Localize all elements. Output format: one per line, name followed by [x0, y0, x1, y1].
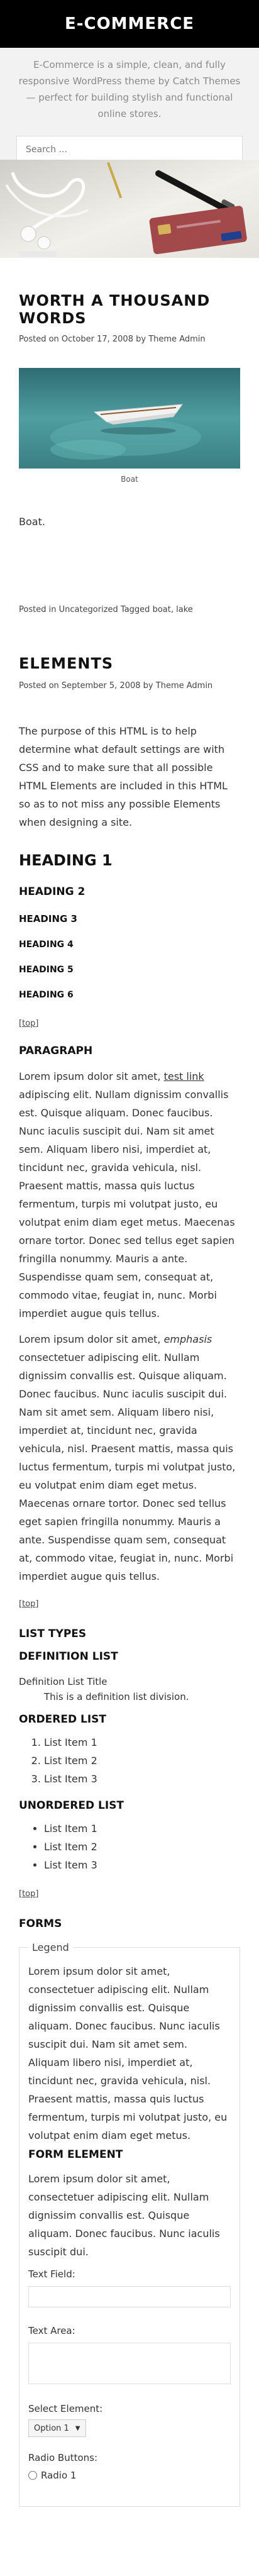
radio-option-1[interactable] [28, 2470, 231, 2481]
radio-circle-icon[interactable] [28, 2471, 37, 2480]
list-item: • List Item 3 [44, 1856, 240, 1874]
radio-buttons-label: Radio Buttons: [28, 2452, 98, 2463]
author-link[interactable]: Theme Admin [148, 335, 206, 344]
top-link[interactable]: [top] [19, 1889, 39, 1899]
emphasis-text: emphasis [163, 1333, 212, 1345]
boat-image[interactable] [19, 368, 240, 469]
form-paragraph-1: Lorem ipsum dolor sit amet, consectetuer adipiscing elit. Nullam dignissim convallis est. Quisque aliquam. Donec faucibus. Nunc iaculis suscipit dui. Nam sit amet sem. Aliquam libero nisi, imperdiet at, tincidunt nec, gravida vehicula, nisl. Praesent mattis, massa quis luctus fermentum, turpis mi volutpat justo, eu volutpat enim diam eget metus. [28, 1965, 228, 2141]
paragraph-2-start: Lorem ipsum dolor sit amet, [19, 1333, 164, 1345]
site-title[interactable]: E-COMMERCE [64, 14, 195, 33]
paragraph-1 [19, 1067, 240, 1323]
fieldset-legend: Legend [32, 1941, 69, 1953]
by-label: by [143, 681, 153, 691]
header-photo [0, 160, 259, 258]
post-worth-a-thousand-words [0, 258, 259, 614]
list-item: • List Item 1 [44, 1819, 240, 1838]
definition-description: This is a definition list division. [44, 1691, 189, 1702]
category-link[interactable]: Uncategorized [58, 605, 118, 614]
list-item: • List Item 2 [44, 1838, 240, 1856]
paragraph-1-start: Lorem ipsum dolor sit amet, [19, 1070, 164, 1082]
author-link[interactable]: Theme Admin [155, 681, 213, 691]
form-fieldset [19, 1941, 240, 2507]
tags-link[interactable]: boat, lake [152, 605, 193, 614]
post-date-link[interactable]: September 5, 2008 [61, 681, 141, 691]
post-body: Boat. [19, 516, 45, 528]
tagged-label: Tagged [120, 605, 150, 614]
unordered-list [19, 1819, 240, 1874]
list-item: 2. List Item 2 [44, 1752, 240, 1770]
boat-photo [19, 368, 240, 469]
ordered-list [19, 1733, 240, 1788]
header-image [0, 160, 259, 258]
select-element[interactable] [28, 2419, 86, 2437]
definition-title: Definition List Title [19, 1676, 107, 1687]
post-meta [19, 335, 240, 344]
elements-intro: The purpose of this HTML is to help determine what default settings are with CSS and to make sure that all possible HTML Elements are included in this HTML so as to not miss any possible Elements when designing a site. [19, 725, 228, 828]
forms-heading: FORMS [19, 1918, 62, 1930]
post-meta-elements [19, 681, 240, 691]
heading-4: HEADING 4 [19, 940, 74, 950]
definition-list-heading: DEFINITION LIST [19, 1650, 118, 1663]
paragraph-2-end: consectetuer adipiscing elit. Nullam dignissim convallis est. Quisque aliquam. Donec faucibus. Nunc iaculis suscipit dui. Nam sit amet sem. Aliquam libero nisi, imperdiet at, tincidunt nec, gravida vehicula, nisl. Praesent mattis, massa quis luctus fermentum, turpis mi volutpat justo, eu volutpat enim diam eget metus. Maecenas ornare tortor. Donec sed tellus eget sapien fringilla nonummy. Mauris a ante. Suspendisse quam sem, consequat at, commodo vitae, feugiat in, nunc. Morbi imperdiet augue quis tellus. [19, 1352, 236, 1582]
posted-in-label: Posted in [19, 605, 57, 614]
heading-2: HEADING 2 [19, 886, 85, 898]
unordered-list-heading: UNORDERED LIST [19, 1799, 124, 1812]
boat-caption: Boat [121, 475, 138, 484]
top-link[interactable]: [top] [19, 1599, 39, 1609]
form-element-heading: FORM ELEMENT [28, 2148, 123, 2161]
post-footer [19, 605, 240, 614]
select-value: Option 1 [34, 2423, 69, 2433]
paragraph-heading: PARAGRAPH [19, 1045, 93, 1057]
chevron-down-icon: ▼ [75, 2424, 80, 2432]
site-tagline: E-Commerce is a simple, clean, and fully responsive WordPress theme by Catch Themes — perfect for building stylish and functional online stores. [18, 59, 241, 119]
list-item: 1. List Item 1 [44, 1733, 240, 1752]
tagline-band [0, 48, 259, 160]
heading-3: HEADING 3 [19, 913, 77, 924]
text-field-label: Text Field: [28, 2268, 75, 2280]
text-field[interactable] [28, 2286, 231, 2307]
select-element-label: Select Element: [28, 2403, 103, 2414]
top-link[interactable]: [top] [19, 1019, 39, 1028]
post-title[interactable]: WORTH A THOUSAND WORDS [19, 292, 211, 327]
post-title-elements[interactable]: ELEMENTS [19, 655, 114, 672]
list-types-heading: LIST TYPES [19, 1628, 87, 1640]
text-area-label: Text Area: [28, 2325, 75, 2336]
heading-6: HEADING 6 [19, 990, 74, 1000]
heading-1: HEADING 1 [19, 852, 113, 869]
ordered-list-heading: ORDERED LIST [19, 1713, 106, 1726]
by-label: by [136, 335, 146, 344]
paragraph-2 [19, 1330, 240, 1585]
posted-on-label: Posted on [19, 681, 59, 691]
heading-5: HEADING 5 [19, 965, 74, 975]
test-link[interactable]: test link [163, 1070, 204, 1082]
list-item: 3. List Item 3 [44, 1770, 240, 1788]
post-date-link[interactable]: October 17, 2008 [61, 335, 133, 344]
site-header [0, 0, 259, 48]
form-paragraph-2: Lorem ipsum dolor sit amet, consectetuer adipiscing elit. Nullam dignissim convallis est. Quisque aliquam. Donec faucibus. Nunc iaculis suscipit dui. [28, 2173, 220, 2258]
paragraph-1-end: adipiscing elit. Nullam dignissim convallis est. Quisque aliquam. Donec faucibus. Nunc iaculis suscipit dui. Nam sit amet sem. Aliquam libero nisi, imperdiet at, tincidunt nec, gravida vehicula, nisl. Praesent mattis, massa quis luctus fermentum, turpis mi volutpat justo, eu volutpat enim diam eget metus. Maecenas ornare tortor. Donec sed tellus eget sapien fringilla nonummy. Mauris a ante. Suspendisse quam sem, consequat at, commodo vitae, feugiat in, nunc. Morbi imperdiet augue quis tellus. [19, 1089, 235, 1319]
definition-list [19, 1674, 240, 1704]
posted-on-label: Posted on [19, 335, 59, 344]
post-elements [0, 614, 259, 2507]
radio-label: Radio 1 [41, 2470, 77, 2481]
search-input[interactable] [25, 144, 234, 155]
text-area[interactable] [28, 2343, 231, 2384]
